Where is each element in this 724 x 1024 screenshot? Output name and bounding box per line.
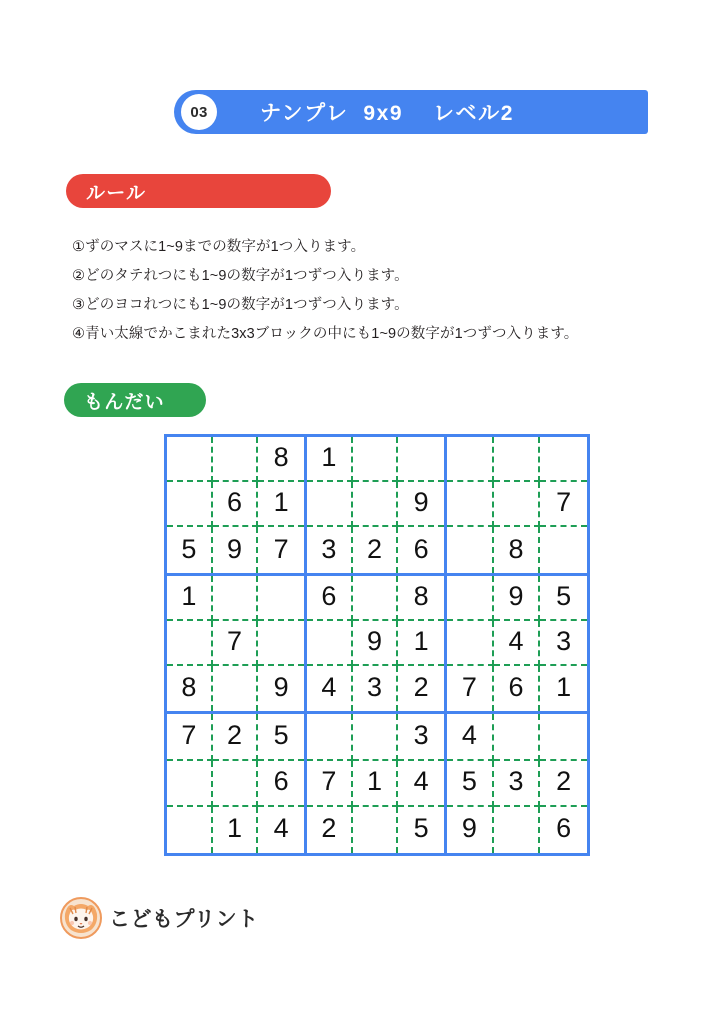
sudoku-cell-r9c7[interactable]: 9 [447, 807, 494, 853]
footer [60, 897, 259, 939]
sudoku-cell-r2c9[interactable]: 7 [540, 482, 587, 527]
sudoku-cell-r7c5[interactable] [353, 714, 399, 760]
sudoku-cell-r1c1[interactable] [167, 437, 213, 482]
problem-banner-label: もんだい [84, 391, 165, 413]
sudoku-cell-r9c4[interactable]: 2 [307, 807, 353, 853]
sudoku-cell-r2c6[interactable]: 9 [398, 482, 444, 527]
sudoku-cell-r8c1[interactable] [167, 761, 213, 807]
sudoku-cell-r3c8[interactable]: 8 [494, 527, 541, 572]
sudoku-cell-r3c7[interactable] [447, 527, 494, 572]
sudoku-cell-r9c5[interactable] [353, 807, 399, 853]
sudoku-cell-r8c3[interactable]: 6 [258, 761, 304, 807]
cat-face-icon [60, 897, 102, 939]
sudoku-cell-r7c6[interactable]: 3 [398, 714, 444, 760]
sudoku-cell-r4c3[interactable] [258, 576, 304, 621]
sudoku-cell-r4c1[interactable]: 1 [167, 576, 213, 621]
sudoku-cell-r4c9[interactable]: 5 [540, 576, 587, 621]
sudoku-block-8 [307, 714, 447, 853]
sudoku-cell-r2c1[interactable] [167, 482, 213, 527]
sudoku-cell-r8c8[interactable]: 3 [494, 761, 541, 807]
sudoku-grid[interactable] [164, 434, 590, 856]
sudoku-cell-r6c2[interactable] [213, 666, 259, 711]
sudoku-cell-r8c2[interactable] [213, 761, 259, 807]
sudoku-cell-r2c4[interactable] [307, 482, 353, 527]
sudoku-cell-r8c9[interactable]: 2 [540, 761, 587, 807]
sudoku-cell-r5c4[interactable] [307, 621, 353, 666]
rule-item-2: ②どのタテれつにも1~9の数字が1つずつ入ります。 [72, 268, 409, 284]
rules-list [72, 233, 672, 349]
sudoku-cell-r4c6[interactable]: 8 [398, 576, 444, 621]
page-title-bar [174, 90, 648, 134]
sudoku-cell-r2c3[interactable]: 1 [258, 482, 304, 527]
sudoku-cell-r7c2[interactable]: 2 [213, 714, 259, 760]
sudoku-cell-r1c6[interactable] [398, 437, 444, 482]
sudoku-cell-r3c5[interactable]: 2 [353, 527, 399, 572]
sudoku-cell-r3c4[interactable]: 3 [307, 527, 353, 572]
brand-name: こどもプリント [109, 908, 259, 931]
sudoku-cell-r5c8[interactable]: 4 [494, 621, 541, 666]
sudoku-cell-r3c9[interactable] [540, 527, 587, 572]
sudoku-cell-r2c7[interactable] [447, 482, 494, 527]
sudoku-cell-r1c4[interactable]: 1 [307, 437, 353, 482]
sudoku-cell-r6c7[interactable]: 7 [447, 666, 494, 711]
sudoku-block-7 [167, 714, 307, 853]
sudoku-cell-r1c9[interactable] [540, 437, 587, 482]
sudoku-block-3 [447, 437, 587, 576]
sudoku-cell-r1c5[interactable] [353, 437, 399, 482]
sudoku-cell-r8c5[interactable]: 1 [353, 761, 399, 807]
sudoku-cell-r5c1[interactable] [167, 621, 213, 666]
sudoku-cell-r5c7[interactable] [447, 621, 494, 666]
sudoku-cell-r1c3[interactable]: 8 [258, 437, 304, 482]
sudoku-cell-r9c8[interactable] [494, 807, 541, 853]
sudoku-block-5 [307, 576, 447, 715]
sudoku-cell-r3c3[interactable]: 7 [273, 533, 289, 564]
sudoku-cell-r1c2[interactable] [213, 437, 259, 482]
sudoku-cell-r6c3[interactable]: 9 [273, 672, 289, 703]
sudoku-cell-r2c5[interactable] [353, 482, 399, 527]
page-title: ナンプレ 9x9 レベル2 [260, 102, 515, 125]
sudoku-cell-r5c5[interactable]: 9 [353, 621, 399, 666]
sudoku-cell-r9c6[interactable]: 5 [413, 813, 429, 844]
sudoku-cell-r5c6[interactable]: 1 [398, 621, 444, 666]
rule-item-3: ③どのヨコれつにも1~9の数字が1つずつ入ります。 [72, 297, 409, 313]
sudoku-cell-r3c2[interactable]: 9 [213, 527, 259, 572]
sudoku-block-4 [167, 576, 307, 715]
sudoku-cell-r4c8[interactable]: 9 [494, 576, 541, 621]
sudoku-cell-r5c3[interactable] [258, 621, 304, 666]
sudoku-cell-r7c3[interactable]: 5 [258, 714, 304, 760]
sudoku-cell-r6c1[interactable]: 8 [167, 666, 213, 711]
sudoku-cell-r3c6[interactable]: 6 [413, 533, 429, 564]
sudoku-cell-r2c2[interactable]: 6 [213, 482, 259, 527]
sudoku-cell-r4c2[interactable] [213, 576, 259, 621]
sudoku-cell-r7c1[interactable]: 7 [167, 714, 213, 760]
sudoku-cell-r1c7[interactable] [447, 437, 494, 482]
sudoku-cell-r8c6[interactable]: 4 [398, 761, 444, 807]
sudoku-cell-r7c7[interactable]: 4 [447, 714, 494, 760]
sudoku-cell-r2c8[interactable] [494, 482, 541, 527]
sudoku-block-1 [167, 437, 307, 576]
sudoku-cell-r3c1[interactable]: 5 [167, 527, 213, 572]
sudoku-cell-r7c9[interactable] [540, 714, 587, 760]
sudoku-cell-r4c5[interactable] [353, 576, 399, 621]
problem-section-banner [64, 383, 206, 417]
sudoku-cell-r6c8[interactable]: 6 [494, 666, 541, 711]
sudoku-cell-r7c8[interactable] [494, 714, 541, 760]
rules-banner-label: ルール [86, 182, 147, 204]
sudoku-cell-r8c4[interactable]: 7 [307, 761, 353, 807]
rule-item-1: ①ずのマスに1~9までの数字が1つ入ります。 [72, 239, 366, 255]
sudoku-cell-r8c7[interactable]: 5 [447, 761, 494, 807]
page-number-badge: 03 [181, 94, 217, 130]
sudoku-cell-r9c2[interactable]: 1 [213, 807, 259, 853]
sudoku-cell-r6c4[interactable]: 4 [307, 666, 353, 711]
sudoku-cell-r4c7[interactable] [447, 576, 494, 621]
sudoku-cell-r6c6[interactable]: 2 [413, 672, 429, 703]
sudoku-cell-r4c4[interactable]: 6 [307, 576, 353, 621]
sudoku-cell-r6c9[interactable]: 1 [556, 672, 572, 703]
rules-section-banner [66, 174, 331, 208]
sudoku-cell-r5c9[interactable]: 3 [540, 621, 587, 666]
sudoku-cell-r5c2[interactable]: 7 [213, 621, 259, 666]
rule-item-4: ④青い太線でかこまれた3x3ブロックの中にも1~9の数字が1つずつ入ります。 [72, 326, 579, 342]
sudoku-cell-r1c8[interactable] [494, 437, 541, 482]
sudoku-cell-r9c3[interactable]: 4 [273, 813, 289, 844]
sudoku-block-6 [447, 576, 587, 715]
sudoku-cell-r7c4[interactable] [307, 714, 353, 760]
sudoku-cell-r9c9[interactable]: 6 [556, 813, 572, 844]
sudoku-block-2 [307, 437, 447, 576]
sudoku-block-9 [447, 714, 587, 853]
sudoku-cell-r9c1[interactable] [167, 807, 213, 853]
sudoku-cell-r6c5[interactable]: 3 [353, 666, 399, 711]
